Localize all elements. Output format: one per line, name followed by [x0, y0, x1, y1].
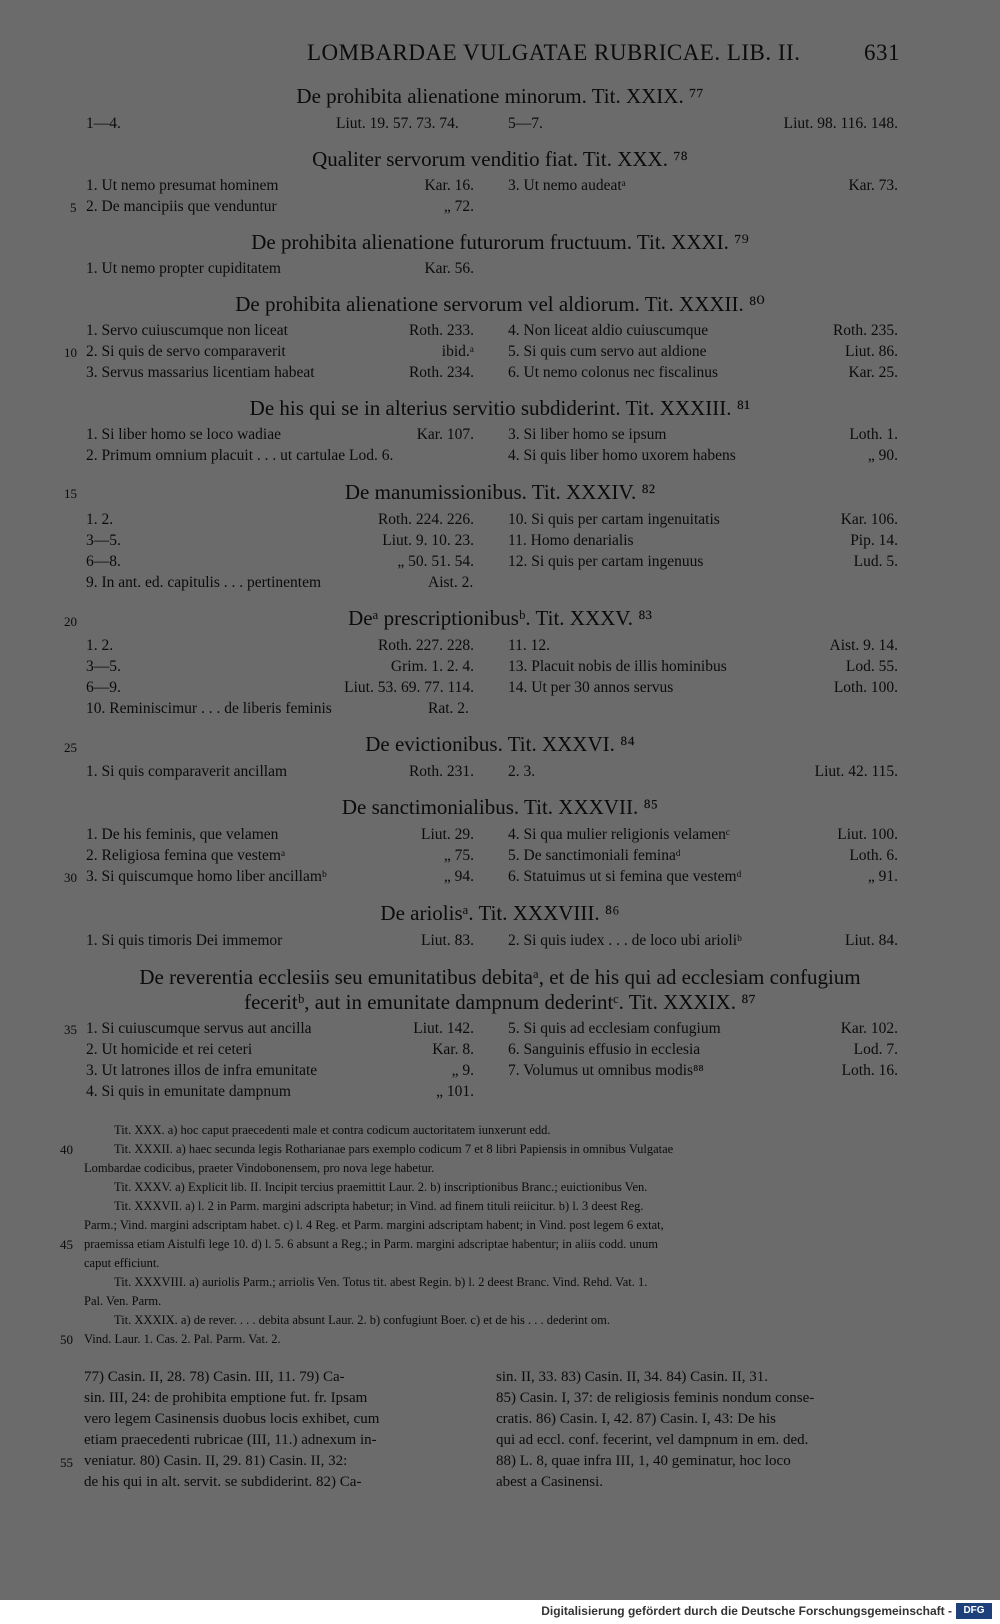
entry: 10. Reminiscimur . . . de liberis feminis [86, 700, 332, 717]
entry: 1. Si liber homo se loco wadiae [86, 426, 281, 443]
note-left: etiam praecedenti rubricae (III, 11.) adnexum in- [84, 1432, 377, 1448]
title-xxxi: De prohibita alienatione futurorum fructuum. Tit. XXXI. ⁷⁹ [251, 230, 749, 254]
entry-ref: Liut. 98. 116. 148. [783, 115, 898, 132]
title-xxxvii: De sanctimonialibus. Tit. XXXVII. ⁸⁵ [341, 795, 659, 819]
title-xxxviii: De ariolisᵃ. Tit. XXXVIII. ⁸⁶ [380, 901, 620, 925]
entry-ref: Roth. 234. [408, 364, 474, 381]
entry-ref: Kar. 106. [840, 511, 898, 528]
entry: 5. Si quis cum servo aut aldione [508, 343, 707, 360]
entry: 6—8. [86, 553, 121, 570]
line-number: 5 [70, 200, 77, 215]
entry-ref: Loth. 100. [833, 679, 898, 696]
note-right: 88) L. 8, quae infra III, 1, 40 geminatur, hoc loco [496, 1453, 791, 1469]
entry: 2. Si quis de servo comparaverit [86, 343, 286, 360]
footnote: Tit. XXXV. a) Explicit lib. II. Incipit tercius praemittit Laur. 2. b) inscriptionibus Branc.; euictionibus Ven. [114, 1180, 648, 1194]
entry-ref: Loth. 1. [849, 426, 898, 443]
entry: 1. Si quis timoris Dei immemor [86, 932, 283, 949]
entry: 9. In ant. ed. capitulis . . . pertinentem [86, 574, 322, 591]
entry-ref: Roth. 235. [832, 322, 898, 339]
entry-ref: „ 90. [867, 447, 898, 464]
entry: 5. Si quis ad ecclesiam confugium [508, 1020, 721, 1037]
line-number: 30 [64, 870, 77, 885]
footnote: caput efficiunt. [84, 1256, 160, 1270]
line-number: 55 [60, 1455, 73, 1470]
entry: 6. Statuimus ut si femina que vestemᵈ [508, 868, 742, 885]
entry: 2. Primum omnium placuit . . . ut cartulae Lod. 6. [86, 447, 394, 464]
line-number: 20 [64, 614, 77, 629]
entry: 4. Si quis liber homo uxorem habens [508, 447, 736, 464]
entry-ref: Lod. 7. [853, 1041, 898, 1058]
entry-ref: Roth. 227. 228. [377, 637, 474, 654]
title-xxxvi: De evictionibus. Tit. XXXVI. ⁸⁴ [365, 732, 635, 756]
entry: 13. Placuit nobis de illis hominibus [508, 658, 727, 675]
entry: 2. De mancipiis que venduntur [86, 198, 277, 215]
entry-ref: Loth. 16. [841, 1062, 898, 1079]
entry-ref: „ 50. 51. 54. [397, 553, 474, 570]
dfg-logo-icon: DFG [956, 1603, 992, 1619]
footnote: Tit. XXX. a) hoc caput praecedenti male et contra codicum auctoritatem iunxerunt edd. [114, 1123, 551, 1137]
line-number: 35 [64, 1022, 77, 1037]
entry-ref: Liut. 9. 10. 23. [382, 532, 474, 549]
entry-ref: Loth. 6. [849, 847, 898, 864]
entry: 5. De sanctimoniali feminaᵈ [508, 847, 681, 864]
entry: 1. Servo cuiuscumque non liceat [86, 322, 288, 339]
entry-ref: „ 9. [451, 1062, 474, 1079]
entry: 1. De his feminis, que velamen [86, 826, 279, 843]
entry-ref: Rat. 2. [428, 700, 469, 717]
entry-ref: „ 94. [443, 868, 474, 885]
entry-ref: „ 101. [436, 1083, 474, 1100]
entry: 1. 2. [86, 637, 114, 654]
note-left: de his qui in alt. servit. se subdiderint. 82) Ca- [84, 1474, 362, 1490]
entry-ref: Kar. 107. [416, 426, 474, 443]
entry-ref: Roth. 233. [408, 322, 474, 339]
entry-ref: Liut. 83. [421, 932, 474, 949]
note-right: qui ad eccl. conf. fecerint, vel dampnum in em. ded. [496, 1432, 809, 1448]
note-left: vero legem Casinensis duobus locis exhibet, cum [84, 1411, 380, 1427]
entry: 3—5. [86, 532, 121, 549]
entry: 1. Si cuiuscumque servus aut ancilla [86, 1020, 312, 1037]
entry-ref: Kar. 73. [848, 177, 898, 194]
entry: 6—9. [86, 679, 121, 696]
title-xxix: De prohibita alienatione minorum. Tit. XXIX. ⁷⁷ [296, 84, 704, 108]
entry-ref: „ 75. [443, 847, 474, 864]
entry-ref: Liut. 84. [845, 932, 898, 949]
entry: 6. Sanguinis effusio in ecclesia [508, 1041, 701, 1058]
title-xxxiii: De his qui se in alterius servitio subdiderint. Tit. XXXIII. ⁸¹ [249, 396, 751, 420]
footnote: Tit. XXXVII. a) l. 2 in Parm. margini adscripta habetur; in Vind. ad finem tituli reiicitur. b) l. 3 deest Reg. [114, 1199, 644, 1213]
entry: 10. Si quis per cartam ingenuitatis [508, 511, 720, 528]
title-xxxix-line1: De reverentia ecclesiis seu emunitatibus debitaᵃ, et de his qui ad ecclesiam confugium [139, 965, 861, 989]
footnote: Vind. Laur. 1. Cas. 2. Pal. Parm. Vat. 2. [84, 1332, 281, 1346]
entry: 4. Si quis in emunitate dampnum [86, 1083, 291, 1100]
entry-ref: Aist. 2. [428, 574, 474, 591]
entry: 1—4. [86, 115, 121, 132]
line-number: 15 [64, 486, 77, 501]
note-right: sin. II, 33. 83) Casin. II, 34. 84) Casin. II, 31. [496, 1369, 769, 1385]
entry-ref: Aist. 9. 14. [829, 637, 898, 654]
entry-ref: „ 72. [443, 198, 474, 215]
note-right: abest a Casinensi. [496, 1474, 604, 1490]
line-number: 40 [60, 1142, 73, 1157]
entry-ref: Kar. 56. [424, 260, 474, 277]
running-title: LOMBARDAE VULGATAE RUBRICAE. LIB. II. [307, 40, 801, 65]
note-left: sin. III, 24: de prohibita emptione fut. fr. Ipsam [84, 1390, 368, 1406]
entry-ref: Liut. 53. 69. 77. 114. [344, 679, 474, 696]
entry: 12. Si quis per cartam ingenuus [508, 553, 704, 570]
footnote: Parm.; Vind. margini adscriptam habet. c) l. 4 Reg. et Parm. margini adscriptam habent; in Vind. post legem 6 extat, [84, 1218, 664, 1232]
entry: 3. Servus massarius licentiam habeat [86, 364, 315, 381]
entry: 2. 3. [508, 763, 536, 780]
entry: 2. Ut homicide et rei ceteri [86, 1041, 253, 1058]
entry: 7. Volumus ut omnibus modis⁸⁸ [508, 1062, 704, 1079]
entry-ref: Lod. 55. [845, 658, 898, 675]
entry: 14. Ut per 30 annos servus [508, 679, 674, 696]
entry-ref: Roth. 224. 226. [377, 511, 474, 528]
entry: 4. Si qua mulier religionis velamenᶜ [508, 826, 730, 843]
title-xxxii: De prohibita alienatione servorum vel aldiorum. Tit. XXXII. ⁸⁰ [235, 292, 765, 316]
entry: 11. 12. [508, 637, 551, 654]
entry-ref: ibid.ᵃ [441, 343, 474, 360]
entry: 3. Ut nemo audeatᵃ [508, 177, 626, 194]
entry-ref: Liut. 42. 115. [814, 763, 898, 780]
entry: 2. Religiosa femina que vestemᵃ [86, 847, 286, 864]
entry: 3. Si liber homo se ipsum [508, 426, 667, 443]
entry-ref: Liut. 142. [413, 1020, 474, 1037]
title-xxxiv: De manumissionibus. Tit. XXXIV. ⁸² [344, 480, 656, 504]
entry: 6. Ut nemo colonus nec fiscalinus [508, 364, 719, 381]
note-left: veniatur. 80) Casin. II, 29. 81) Casin. II, 32: [84, 1453, 348, 1469]
funding-footer [0, 1600, 1000, 1624]
entry: 1. Si quis comparaverit ancillam [86, 763, 288, 780]
entry: 1. 2. [86, 511, 114, 528]
entry: 4. Non liceat aldio cuiuscumque [508, 322, 709, 339]
entry: 5—7. [508, 115, 543, 132]
entry-ref: „ 91. [867, 868, 898, 885]
entry-ref: Kar. 8. [432, 1041, 474, 1058]
note-right: 85) Casin. I, 37: de religiosis feminis nondum conse- [496, 1390, 815, 1406]
entry: 3. Si quiscumque homo liber ancillamᵇ [86, 868, 327, 885]
footnote: Pal. Ven. Parm. [84, 1294, 162, 1308]
entry: 3—5. [86, 658, 121, 675]
entry: 2. Si quis iudex . . . de loco ubi arioliᵇ [508, 932, 742, 949]
entry: 1. Ut nemo propter cupiditatem [86, 260, 281, 277]
footnote: Tit. XXXIX. a) de rever. . . . debita absunt Laur. 2. b) confugiunt Boer. c) et de his . . . dederint om. [114, 1313, 610, 1327]
title-xxxv: Deᵃ prescriptionibusᵇ. Tit. XXXV. ⁸³ [348, 606, 652, 630]
line-number: 25 [64, 740, 77, 755]
entry-ref: Liut. 19. 57. 73. 74. [336, 115, 459, 132]
line-number: 50 [60, 1332, 73, 1347]
entry-ref: Kar. 25. [848, 364, 898, 381]
title-xxxix-line2: feceritᵇ, aut in emunitate dampnum dederintᶜ. Tit. XXXIX. ⁸⁷ [244, 990, 756, 1014]
title-xxx: Qualiter servorum venditio fiat. Tit. XXX. ⁷⁸ [312, 147, 688, 171]
entry-ref: Pip. 14. [850, 532, 898, 549]
entry-ref: Liut. 29. [421, 826, 474, 843]
page-number: 631 [864, 40, 900, 65]
note-right: cratis. 86) Casin. I, 42. 87) Casin. I, 43: De his [496, 1411, 776, 1427]
footnote: Tit. XXXVIII. a) auriolis Parm.; arriolis Ven. Totus tit. abest Regin. b) l. 2 deest Branc. Vind. Rehd. Vat. 1. [114, 1275, 648, 1289]
footnote: Tit. XXXII. a) haec secunda legis Rotharianae pars exemplo codicum 7 et 8 libri Papiensis in omnibus Vulgatae [114, 1142, 674, 1156]
entry: 1. Ut nemo presumat hominem [86, 177, 279, 194]
entry-ref: Kar. 16. [424, 177, 474, 194]
entry-ref: Kar. 102. [840, 1020, 898, 1037]
funding-text: Digitalisierung gefördert durch die Deutsche Forschungsgemeinschaft - [541, 1604, 952, 1618]
entry: 3. Ut latrones illos de infra emunitate [86, 1062, 318, 1079]
entry: 11. Homo denarialis [508, 532, 634, 549]
entry-ref: Roth. 231. [408, 763, 474, 780]
entry-ref: Liut. 86. [845, 343, 898, 360]
footnote: Lombardae codicibus, praeter Vindobonensem, pro nova lege habetur. [84, 1161, 435, 1175]
entry-ref: Lud. 5. [853, 553, 898, 570]
line-number: 45 [60, 1237, 73, 1252]
note-left: 77) Casin. II, 28. 78) Casin. III, 11. 79) Ca- [84, 1369, 345, 1385]
footnote: praemissa etiam Aistulfi lege 10. d) l. 5. 6 absunt a Reg.; in Parm. margini adscriptae habentur; in aliis codd. unum [84, 1237, 658, 1251]
entry-ref: Grim. 1. 2. 4. [390, 658, 474, 675]
entry-ref: Liut. 100. [837, 826, 898, 843]
line-number: 10 [64, 345, 77, 360]
